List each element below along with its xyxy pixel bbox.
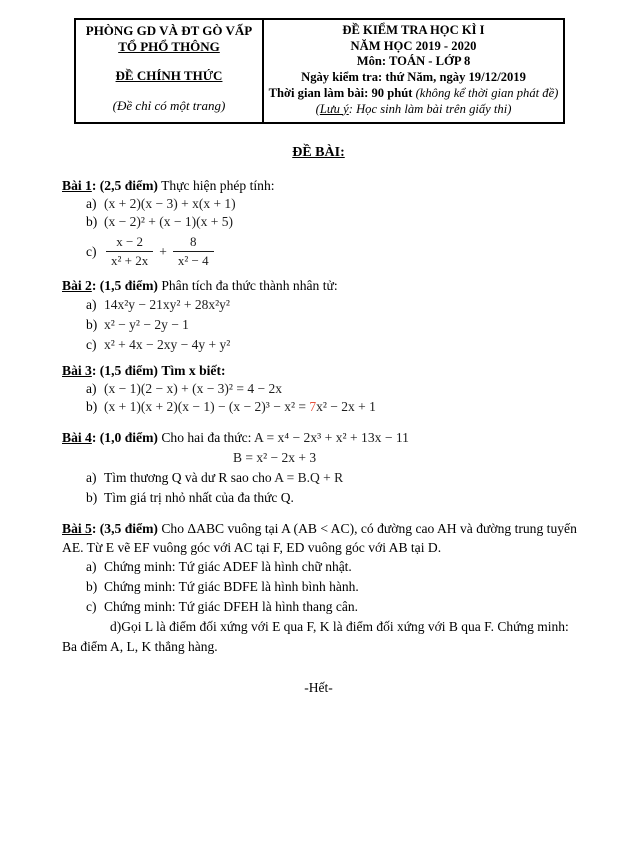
- problem-1-points: (2,5 điểm): [99, 178, 158, 194]
- student-note-label: Lưu ý: [319, 101, 349, 116]
- duration-bold: Thời gian làm bài: 90 phút: [268, 85, 413, 100]
- problem-5-label: Bài 5: [62, 521, 92, 537]
- problem-5-items: [86, 557, 583, 617]
- problem-3-label: Bài 3: [62, 363, 92, 379]
- item-2b: b) x² − y² − 2y − 1: [86, 317, 189, 333]
- problem-5: [62, 520, 583, 657]
- item-2a: a) 14x²y − 21xy² + 28x²y²: [86, 297, 230, 313]
- item-4a: a) Tìm thương Q và dư R sao cho A = B.Q + R: [86, 470, 344, 486]
- item-4b: b) Tìm giá trị nhỏ nhất của đa thức Q.: [86, 490, 294, 506]
- problem-2-points: (1,5 điểm): [99, 278, 158, 294]
- exam-type: ĐỀ CHÍNH THỨC: [115, 68, 223, 83]
- subject-line: Môn: TOÁN - LỚP 8: [356, 54, 471, 69]
- fraction-2: $\frac{8}{\text{x² − 4}}$: [173, 234, 214, 269]
- org-name: PHÒNG GD VÀ ĐT GÒ VẤP: [85, 23, 253, 38]
- item-5b: b) Chứng minh: Tứ giác BDFE là hình bình hành.: [86, 579, 359, 595]
- problem-4-label: Bài 4: [62, 430, 92, 446]
- problem-1-label: Bài 1: [62, 178, 92, 194]
- item-1a: a) (x + 2)(x − 3) + x(x + 1): [86, 196, 236, 212]
- exam-title: ĐỀ KIỂM TRA HỌC KÌ I: [342, 23, 485, 37]
- problem-5-points: (3,5 điểm): [99, 521, 158, 537]
- item-5d: d)Gọi L là điểm đối xứng với E qua F, K là điểm đối xứng với B qua F. Chứng minh: Ba điểm A, L, K thẳng hàng.: [62, 619, 569, 655]
- problem-4: [62, 429, 583, 508]
- problem-2-heading: Bài 2: (1,5 điểm) Phân tích đa thức thành nhân tử:: [62, 278, 338, 294]
- problem-2-task: Phân tích đa thức thành nhân tử:: [161, 278, 338, 294]
- problem-4-task: Cho hai đa thức:: [161, 430, 252, 446]
- doc-title: ĐỀ BÀI:: [292, 145, 345, 161]
- item-3a: a) (x − 1)(2 − x) + (x − 3)² = 4 − 2x: [86, 381, 282, 397]
- problem-1: [62, 177, 583, 269]
- page-count-note: (Đề chỉ có một trang): [112, 98, 226, 113]
- dept-name: TỔ PHỔ THÔNG: [118, 39, 220, 54]
- item-3b: b) (x + 1)(x + 2)(x − 1) − (x − 2)³ − x² = 7x² − 2x + 1: [86, 399, 376, 415]
- header-right-cell: [264, 20, 563, 122]
- problem-1-task: Thực hiện phép tính:: [161, 178, 275, 194]
- header-table: [74, 18, 565, 124]
- problem-2-items: [86, 295, 583, 355]
- school-year: NĂM HỌC 2019 - 2020: [350, 38, 477, 53]
- problem-4-heading: Bài 4: (1,0 điểm) Cho hai đa thức: A = x⁴ − 2x³ + x² + 13x − 11: [62, 430, 409, 446]
- problem-3-heading: Bài 3: (1,5 điểm) Tìm x biết:: [62, 363, 226, 379]
- problem-1-items: [86, 195, 583, 269]
- exam-date: Ngày kiểm tra: thứ Năm, ngày 19/12/2019: [301, 70, 526, 85]
- exam-document-page: [0, 18, 637, 847]
- problem-5-heading: Bài 5: (3,5 điểm) Cho ΔABC vuông tại A (AB < AC), có đường cao AH và đường trung tuyến AE. Từ E vẽ EF vuông góc với AC tại F, ED vuông góc với AB tại D.: [62, 521, 577, 555]
- problem-3-task: Tìm x biết:: [161, 363, 226, 379]
- end-marker: -Hết-: [304, 680, 333, 696]
- item-5a: a) Chứng minh: Tứ giác ADEF là hình chữ nhật.: [86, 559, 352, 575]
- problem-1-heading: Bài 1: (2,5 điểm) Thực hiện phép tính:: [62, 178, 275, 194]
- plus-operator: +: [159, 243, 167, 259]
- equation-ABQR: A = B.Q + R: [274, 470, 344, 486]
- item-1b: b) (x − 2)² + (x − 1)(x + 5): [86, 214, 233, 230]
- problem-2-label: Bài 2: [62, 278, 92, 294]
- equation-B: B = x² − 2x + 3: [233, 450, 317, 466]
- item-1c: c) $\frac{x - 2}{\text{x² + 2x}}$ + $\frac{8}{\text{x² − 4}}$: [86, 234, 583, 269]
- equation-A: A = x⁴ − 2x³ + x² + 13x − 11: [254, 430, 409, 446]
- duration-note: (không kể thời gian phát đề): [412, 85, 559, 100]
- student-note: (Lưu ý: Học sinh làm bài trên giấy thi): [315, 101, 512, 116]
- problem-2: [62, 277, 583, 355]
- problem-4-points: (1,0 điểm): [99, 430, 158, 446]
- fraction-1: $\frac{x - 2}{\text{x² + 2x}}$: [106, 234, 153, 269]
- problem-3-points: (1,5 điểm): [99, 363, 158, 379]
- item-2c: c) x² + 4x − 2xy − 4y + y²: [86, 337, 231, 353]
- problem-3-items: [86, 380, 583, 416]
- problem-3: [62, 362, 583, 416]
- item-5c: c) Chứng minh: Tứ giác DFEH là hình thang cân.: [86, 599, 358, 615]
- header-left-cell: [76, 20, 264, 122]
- problem-5-intro: Cho ΔABC vuông tại A (AB < AC), có đường cao AH và đường trung tuyến AE. Từ E vẽ EF vuông góc với AC tại F, ED vuông góc với AB tại D.: [62, 521, 577, 555]
- problem-4-items: [86, 468, 583, 508]
- red-coefficient: 7: [309, 399, 317, 415]
- duration-line: [267, 86, 560, 102]
